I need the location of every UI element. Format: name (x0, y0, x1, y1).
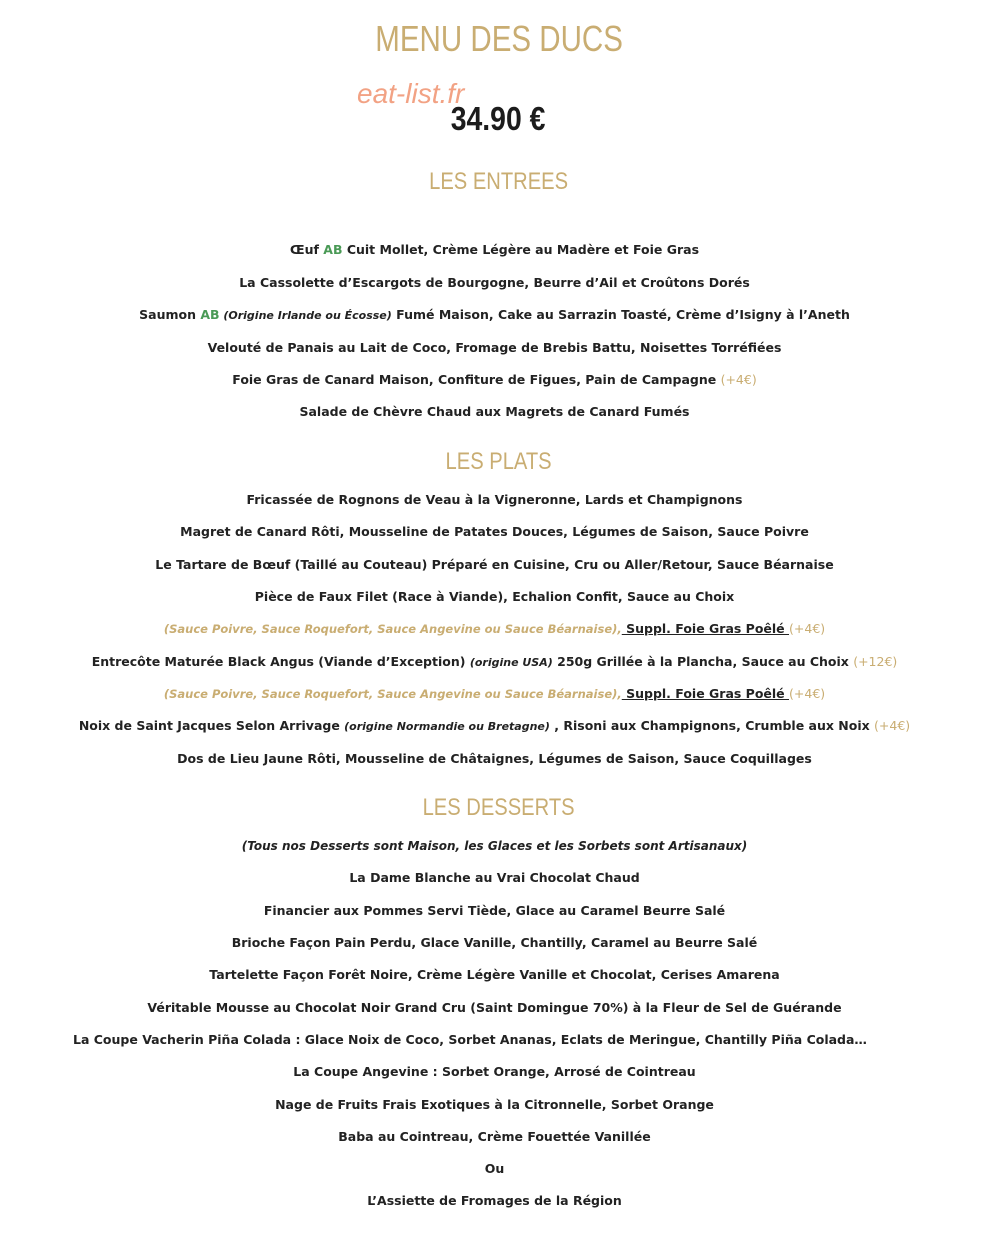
plat-item: Noix de Saint Jacques Selon Arrivage (origine Normandie ou Bretagne) , Risoni aux Champignons, Crumble aux Noix (+4€) (78, 718, 911, 733)
watermark: eat-list.fr (357, 78, 465, 109)
entree-item: Velouté de Panais au Lait de Coco, Fromage de Brebis Battu, Noisettes Torréfiées (207, 340, 782, 355)
dessert-item: Baba au Cointreau, Crème Fouettée Vanillée (338, 1129, 651, 1144)
dessert-item: Brioche Façon Pain Perdu, Glace Vanille, Chantilly, Caramel au Beurre Salé (231, 935, 758, 950)
sauce-options: (Sauce Poivre, Sauce Roquefort, Sauce Angevine ou Sauce Béarnaise), Suppl. Foie Gras Poêlé (+4€) (163, 621, 826, 636)
menu-title: MENU DES DUCS (375, 18, 623, 59)
plat-item: Dos de Lieu Jaune Rôti, Mousseline de Châtaignes, Légumes de Saison, Sauce Coquillages (177, 751, 812, 766)
menu-price: 34.90 € (450, 100, 546, 137)
dessert-item: Véritable Mousse au Chocolat Noir Grand Cru (Saint Domingue 70%) à la Fleur de Sel de Guérande (147, 1000, 842, 1015)
plat-item: Magret de Canard Rôti, Mousseline de Patates Douces, Légumes de Saison, Sauce Poivre (180, 524, 809, 539)
dessert-item: La Coupe Vacherin Piña Colada : Glace Noix de Coco, Sorbet Ananas, Eclats de Meringue, Chantilly Piña Colada… (73, 1032, 867, 1047)
plat-item: Le Tartare de Bœuf (Taillé au Couteau) Préparé en Cuisine, Cru ou Aller/Retour, Sauce Béarnaise (155, 557, 834, 572)
dessert-or: Ou (484, 1161, 505, 1176)
entree-item: Saumon AB (Origine Irlande ou Écosse) Fumé Maison, Cake au Sarrazin Toasté, Crème d’Isigny à l’Aneth (139, 307, 850, 322)
entree-item: La Cassolette d’Escargots de Bourgogne, Beurre d’Ail et Croûtons Dorés (239, 275, 750, 290)
entree-item: Salade de Chèvre Chaud aux Magrets de Canard Fumés (299, 404, 690, 419)
entree-item: Foie Gras de Canard Maison, Confiture de Figues, Pain de Campagne (+4€) (232, 372, 757, 387)
plat-item: Entrecôte Maturée Black Angus (Viande d’Exception) (origine USA) 250g Grillée à la Plancha, Sauce au Choix (+12€) (91, 654, 898, 669)
dessert-item: Tartelette Façon Forêt Noire, Crème Légère Vanille et Chocolat, Cerises Amarena (209, 967, 780, 982)
dessert-item: Financier aux Pommes Servi Tiède, Glace au Caramel Beurre Salé (263, 903, 726, 918)
plat-item: Pièce de Faux Filet (Race à Viande), Echalion Confit, Sauce au Choix (254, 589, 735, 604)
dessert-item: L’Assiette de Fromages de la Région (367, 1193, 622, 1208)
dessert-item: La Dame Blanche au Vrai Chocolat Chaud (349, 870, 640, 885)
plat-item: Fricassée de Rognons de Veau à la Vigneronne, Lards et Champignons (246, 492, 743, 507)
dessert-item: La Coupe Angevine : Sorbet Orange, Arrosé de Cointreau (293, 1064, 696, 1079)
desserts-note: (Tous nos Desserts sont Maison, les Glaces et les Sorbets sont Artisanaux) (241, 839, 748, 853)
dessert-item: Nage de Fruits Frais Exotiques à la Citronnelle, Sorbet Orange (275, 1097, 714, 1112)
section-title-desserts: LES DESSERTS (422, 794, 575, 821)
section-title-entrees: LES ENTREES (429, 168, 569, 195)
sauce-options: (Sauce Poivre, Sauce Roquefort, Sauce Angevine ou Sauce Béarnaise), Suppl. Foie Gras Poêlé (+4€) (163, 686, 826, 701)
entree-item: Œuf AB Cuit Mollet, Crème Légère au Madère et Foie Gras (289, 242, 700, 257)
section-title-plats: LES PLATS (445, 448, 552, 475)
